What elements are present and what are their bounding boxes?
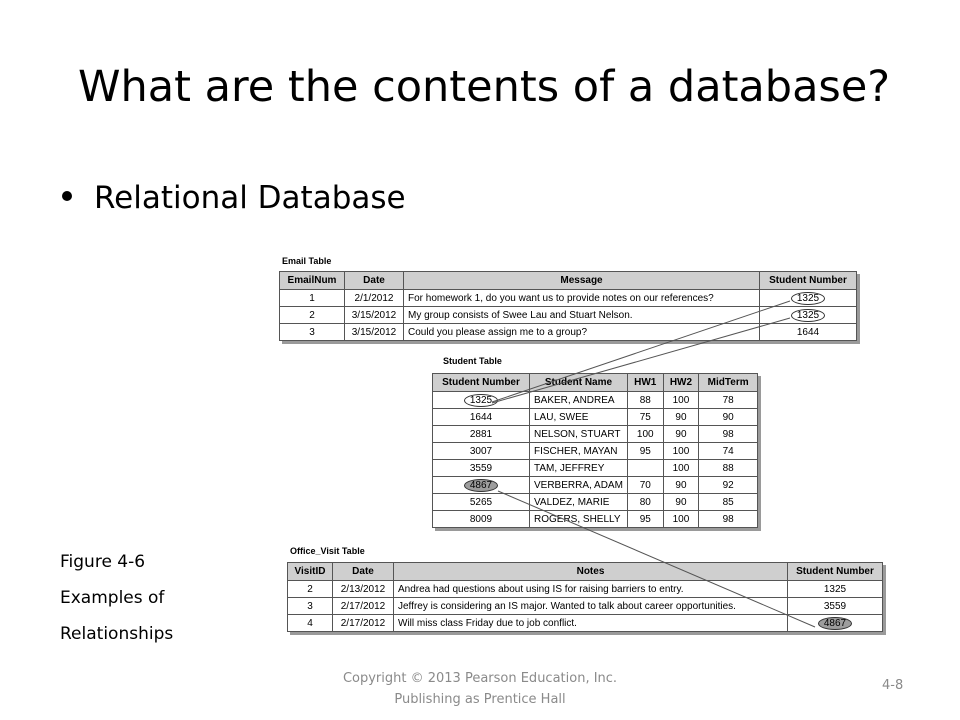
table-cell: 100 [664,443,699,459]
highlight-oval: 1325 [791,292,825,305]
table-cell: 3007 [433,443,529,459]
footer-line-1: Copyright © 2013 Pearson Education, Inc. [342,671,618,686]
table-cell: 2/1/2012 [345,290,403,306]
highlight-oval: 1325 [791,309,825,322]
caption-line-3: Relationships [60,624,174,644]
slide-title: What are the contents of a database? [78,62,891,112]
table-cell: 100 [664,511,699,527]
table-cell: 98 [699,426,757,442]
table-cell: 1 [280,290,344,306]
table-cell: Jeffrey is considering an IS major. Wanted to talk about career opportunities. [394,598,787,614]
table-cell: LAU, SWEE [530,409,627,425]
table-cell: 1644 [433,409,529,425]
table-cell: 3/15/2012 [345,324,403,340]
table-cell: 2/13/2012 [333,581,393,597]
table-cell: Andrea had questions about using IS for raising barriers to entry. [394,581,787,597]
footer-copyright [330,668,630,710]
table-cell: VALDEZ, MARIE [530,494,627,510]
table-cell: 80 [628,494,663,510]
table-cell: 3559 [433,460,529,476]
table-cell: 2/17/2012 [333,598,393,614]
caption-line-1: Figure 4-6 [60,552,146,572]
highlight-oval: 4867 [464,479,498,492]
relationship-line [492,318,790,403]
relationship-line [498,491,815,627]
table-cell: 3 [280,324,344,340]
footer-line-2: Publishing as Prentice Hall [394,692,566,707]
table-cell: FISCHER, MAYAN [530,443,627,459]
table-cell: TAM, JEFFREY [530,460,627,476]
table-cell: 92 [699,477,757,493]
column-header: EmailNum [280,272,344,289]
table-cell: 90 [664,494,699,510]
table-cell: 85 [699,494,757,510]
table-cell: 88 [699,460,757,476]
table-cell: 75 [628,409,663,425]
table-cell: 90 [664,409,699,425]
table-cell: 90 [664,426,699,442]
column-header: Message [404,272,759,289]
bullet-text: Relational Database [94,180,406,216]
column-header: Student Number [433,374,529,391]
table-cell: VERBERRA, ADAM [530,477,627,493]
highlight-oval: 1325 [464,394,498,407]
table-cell: 100 [664,392,699,408]
column-header: Date [345,272,403,289]
table-cell: 100 [628,426,663,442]
column-header: Student Number [788,563,882,580]
table-cell: 3/15/2012 [345,307,403,323]
column-header: Date [333,563,393,580]
table-cell: Will miss class Friday due to job conflict. [394,615,787,631]
column-header: Student Name [530,374,627,391]
column-header: HW2 [664,374,699,391]
column-header: Student Number [760,272,856,289]
email-table-label: Email Table [282,256,332,266]
table-cell: 74 [699,443,757,459]
table-cell: 90 [699,409,757,425]
table-cell: 2881 [433,426,529,442]
table-cell: 1325 [788,581,882,597]
table-cell: 95 [628,511,663,527]
table-cell: 78 [699,392,757,408]
table-cell: My group consists of Swee Lau and Stuart Nelson. [404,307,759,323]
table-cell: 95 [628,443,663,459]
table-cell: 3 [288,598,332,614]
table-cell: ROGERS, SHELLY [530,511,627,527]
table-cell: NELSON, STUART [530,426,627,442]
table-cell: 90 [664,477,699,493]
column-header: MidTerm [699,374,757,391]
highlight-oval: 4867 [818,617,852,630]
table-cell: 4 [288,615,332,631]
student-table-label: Student Table [443,356,502,366]
column-header: VisitID [288,563,332,580]
relationship-line [492,301,790,402]
caption-line-2: Examples of [60,588,165,608]
office-visit-table-label: Office_Visit Table [290,546,365,556]
table-cell: 2 [288,581,332,597]
table-cell: 70 [628,477,663,493]
page-number: 4-8 [882,678,904,693]
table-cell: 1644 [760,324,856,340]
table-cell: 2 [280,307,344,323]
table-cell: 2/17/2012 [333,615,393,631]
table-cell: 3559 [788,598,882,614]
column-header: Notes [394,563,787,580]
table-cell: For homework 1, do you want us to provide notes on our references? [404,290,759,306]
table-cell: 100 [664,460,699,476]
table-cell: 8009 [433,511,529,527]
column-header: HW1 [628,374,663,391]
table-cell: 98 [699,511,757,527]
table-cell: 88 [628,392,663,408]
table-cell: 5265 [433,494,529,510]
table-cell: BAKER, ANDREA [530,392,627,408]
table-cell: Could you please assign me to a group? [404,324,759,340]
